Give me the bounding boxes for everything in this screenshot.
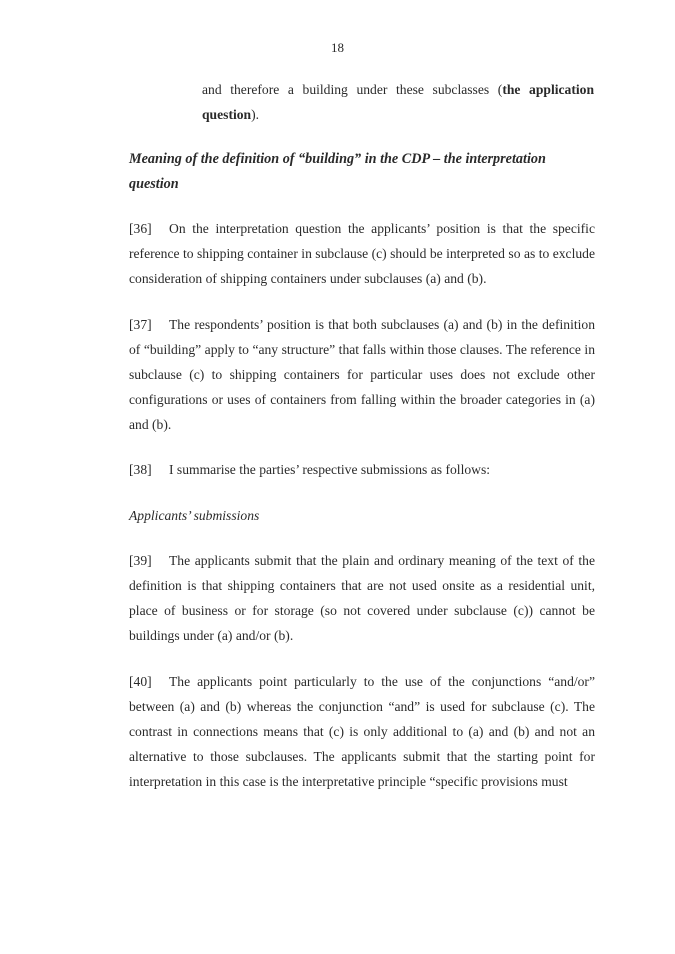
paragraph-text: I summarise the parties’ respective submissions as follows: [169,462,491,477]
paragraph-number: [37] [129,317,152,332]
paragraph-40 [129,669,595,794]
paragraph-number: [36] [129,221,152,236]
subheading: Applicants’ submissions [129,508,260,523]
page-number: 18 [331,40,344,55]
continuation-text: and therefore a building under these subclasses ( [202,82,503,97]
paragraph-number: [40] [129,674,152,689]
defined-term: the application question [202,82,595,122]
paragraph-38 [129,457,595,482]
paragraph-text: The applicants submit that the plain and ordinary meaning of the text of the definition is that shipping containers that are not used onsite as a residential unit, place of business or for storage (so not covered under subclause (c)) cannot be buildings under (a) and/or (b). [129,553,595,643]
paragraph-text: The respondents’ position is that both subclauses (a) and (b) in the definition of “building” apply to “any structure” that falls within those clauses. The reference in subclause (c) to shipping containers for particular uses does not exclude other configurations or uses of containers from falling within the broader categories in (a) and (b). [129,317,595,432]
section-heading: Meaning of the definition of “building” in the CDP – the interpretation question [129,151,546,192]
paragraph-39 [129,548,595,648]
paragraph-number: [39] [129,553,152,568]
continuation-end: ). [251,107,260,122]
paragraph-text: The applicants point particularly to the use of the conjunctions “and/or” between (a) and (b) whereas the conjunction “and” is used for subclause (c). The contrast in connections means that (c) is only additional to (a) and (b) and not an alternative to those subclauses. The applicants submit that the starting point for interpretation in this case is the interpretative principle “specific provisions must [129,674,595,789]
continuation-paragraph [202,77,594,127]
paragraph-number: [38] [129,462,152,477]
paragraph-36 [129,216,595,291]
paragraph-37 [129,312,595,437]
paragraph-text: On the interpretation question the applicants’ position is that the specific reference to shipping container in subclause (c) should be interpreted so as to exclude consideration of shipping containers under subclauses (a) and (b). [129,221,595,286]
